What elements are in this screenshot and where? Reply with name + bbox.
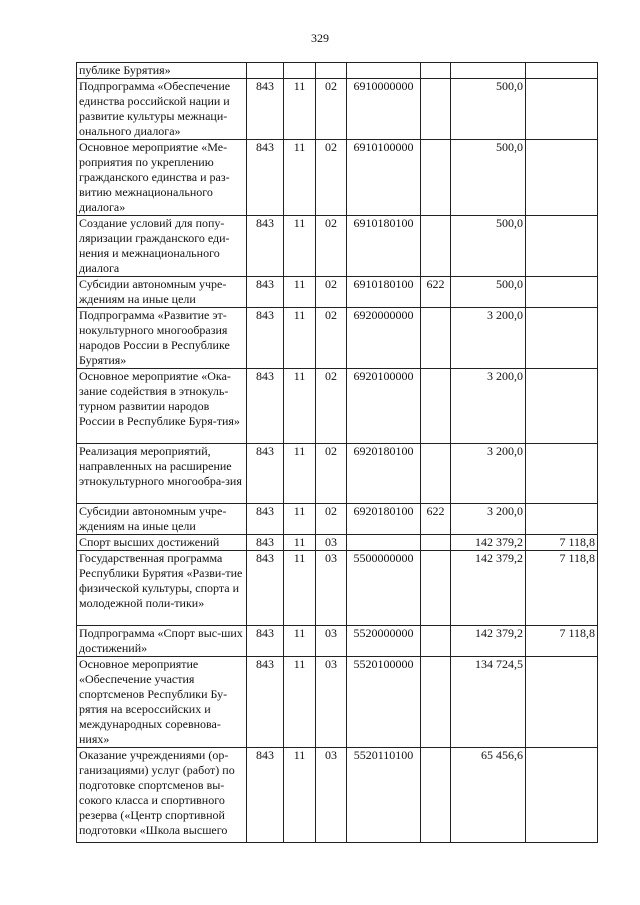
ministry-code-cell: 843 [247,140,284,216]
target-article-cell: 6910100000 [347,140,421,216]
amount-cell: 142 379,2 [451,535,526,551]
subsection-code-cell: 02 [316,79,347,140]
subvention-amount-cell: 7 118,8 [526,626,598,657]
subsection-code-cell: 02 [316,277,347,308]
target-article-cell: 6910000000 [347,79,421,140]
amount-cell: 142 379,2 [451,551,526,626]
table-body [77,63,598,843]
subsection-code-cell: 03 [316,551,347,626]
target-article-cell: 5500000000 [347,551,421,626]
subsection-code-cell [316,63,347,79]
ministry-code-cell: 843 [247,369,284,444]
ministry-code-cell: 843 [247,277,284,308]
table-row [77,444,598,504]
amount-cell: 142 379,2 [451,626,526,657]
table-row [77,277,598,308]
expense-type-cell [421,79,451,140]
target-article-cell [347,63,421,79]
subvention-amount-cell [526,748,598,843]
subsection-code-cell: 02 [316,140,347,216]
item-name-cell: Субсидии автономным учре-ждениям на иные цели [77,277,247,308]
item-name-cell: Подпрограмма «Обеспечение единства российской нации и развитие культуры межнаци-онального диалога» [77,79,247,140]
expense-type-cell: 622 [421,277,451,308]
expense-type-cell [421,63,451,79]
ministry-code-cell: 843 [247,504,284,535]
subsection-code-cell: 03 [316,626,347,657]
item-name-cell: Реализация мероприятий, направленных на расширение этнокультурного многообра-зия [77,444,247,504]
subvention-amount-cell [526,444,598,504]
subsection-code-cell: 03 [316,748,347,843]
amount-cell: 3 200,0 [451,444,526,504]
expense-type-cell [421,551,451,626]
ministry-code-cell: 843 [247,308,284,369]
ministry-code-cell: 843 [247,535,284,551]
table-row [77,748,598,843]
section-code-cell: 11 [284,535,316,551]
subsection-code-cell: 02 [316,308,347,369]
item-name-cell: Основное мероприятие «Обеспечение участия спортсменов Республики Бу-рятия на всероссийских и международных соревнова-ниях» [77,657,247,748]
subsection-code-cell: 02 [316,504,347,535]
section-code-cell: 11 [284,308,316,369]
amount-cell: 3 200,0 [451,369,526,444]
amount-cell: 3 200,0 [451,308,526,369]
ministry-code-cell: 843 [247,216,284,277]
ministry-code-cell [247,63,284,79]
subvention-amount-cell [526,369,598,444]
subvention-amount-cell [526,79,598,140]
target-article-cell: 6910180100 [347,277,421,308]
item-name-cell: Подпрограмма «Развитие эт-нокультурного многообразия народов России в Республике Бурятия» [77,308,247,369]
item-name-cell: Субсидии автономным учре-ждениям на иные цели [77,504,247,535]
item-name-cell: Создание условий для попу-ляризации гражданского еди-нения и межнационального диалога [77,216,247,277]
subvention-amount-cell [526,308,598,369]
item-name-cell: публике Бурятия» [77,63,247,79]
expense-type-cell [421,748,451,843]
subvention-amount-cell: 7 118,8 [526,535,598,551]
section-code-cell: 11 [284,79,316,140]
table-row [77,657,598,748]
expense-type-cell [421,535,451,551]
target-article-cell: 5520100000 [347,657,421,748]
table-row [77,140,598,216]
section-code-cell: 11 [284,140,316,216]
target-article-cell: 6920180100 [347,444,421,504]
section-code-cell [284,63,316,79]
amount-cell: 3 200,0 [451,504,526,535]
subvention-amount-cell [526,277,598,308]
ministry-code-cell: 843 [247,79,284,140]
section-code-cell: 11 [284,657,316,748]
section-code-cell: 11 [284,626,316,657]
table-row [77,504,598,535]
expense-type-cell: 622 [421,504,451,535]
table-row [77,79,598,140]
table-row [77,551,598,626]
item-name-cell: Оказание учреждениями (ор-ганизациями) услуг (работ) по подготовке спортсменов вы-сокого класса и спортивного резерва («Центр спортивной подготовки «Школа высшего [77,748,247,843]
target-article-cell [347,535,421,551]
expense-type-cell [421,444,451,504]
expense-type-cell [421,369,451,444]
item-name-cell: Государственная программа Республики Бурятия «Разви-тие физической культуры, спорта и молодежной поли-тики» [77,551,247,626]
section-code-cell: 11 [284,444,316,504]
subvention-amount-cell [526,657,598,748]
table-row [77,308,598,369]
expense-type-cell [421,626,451,657]
target-article-cell: 6920000000 [347,308,421,369]
target-article-cell: 6920100000 [347,369,421,444]
ministry-code-cell: 843 [247,444,284,504]
expense-type-cell [421,216,451,277]
table-row [77,369,598,444]
item-name-cell: Основное мероприятие «Ока-зание содействия в этнокуль-турном развитии народов России в Республике Буря-тия» [77,369,247,444]
ministry-code-cell: 843 [247,748,284,843]
ministry-code-cell: 843 [247,551,284,626]
subvention-amount-cell [526,63,598,79]
amount-cell: 500,0 [451,216,526,277]
subvention-amount-cell [526,504,598,535]
amount-cell: 500,0 [451,140,526,216]
table-row [77,535,598,551]
target-article-cell: 6910180100 [347,216,421,277]
target-article-cell: 6920180100 [347,504,421,535]
subsection-code-cell: 03 [316,535,347,551]
subsection-code-cell: 02 [316,369,347,444]
amount-cell [451,63,526,79]
subvention-amount-cell [526,216,598,277]
expense-type-cell [421,140,451,216]
table-row [77,63,598,79]
section-code-cell: 11 [284,551,316,626]
amount-cell: 500,0 [451,79,526,140]
section-code-cell: 11 [284,369,316,444]
table-row [77,216,598,277]
subsection-code-cell: 03 [316,657,347,748]
expense-type-cell [421,308,451,369]
budget-table [76,62,598,843]
expense-type-cell [421,657,451,748]
table-row [77,626,598,657]
ministry-code-cell: 843 [247,626,284,657]
amount-cell: 134 724,5 [451,657,526,748]
subvention-amount-cell: 7 118,8 [526,551,598,626]
subsection-code-cell: 02 [316,216,347,277]
item-name-cell: Подпрограмма «Спорт выс-ших достижений» [77,626,247,657]
subvention-amount-cell [526,140,598,216]
section-code-cell: 11 [284,504,316,535]
section-code-cell: 11 [284,748,316,843]
item-name-cell: Основное мероприятие «Ме-роприятия по укреплению гражданского единства и раз-витию межнационального диалога» [77,140,247,216]
subsection-code-cell: 02 [316,444,347,504]
target-article-cell: 5520110100 [347,748,421,843]
page-number: 329 [311,31,329,45]
section-code-cell: 11 [284,277,316,308]
amount-cell: 65 456,6 [451,748,526,843]
item-name-cell: Спорт высших достижений [77,535,247,551]
section-code-cell: 11 [284,216,316,277]
target-article-cell: 5520000000 [347,626,421,657]
ministry-code-cell: 843 [247,657,284,748]
amount-cell: 500,0 [451,277,526,308]
